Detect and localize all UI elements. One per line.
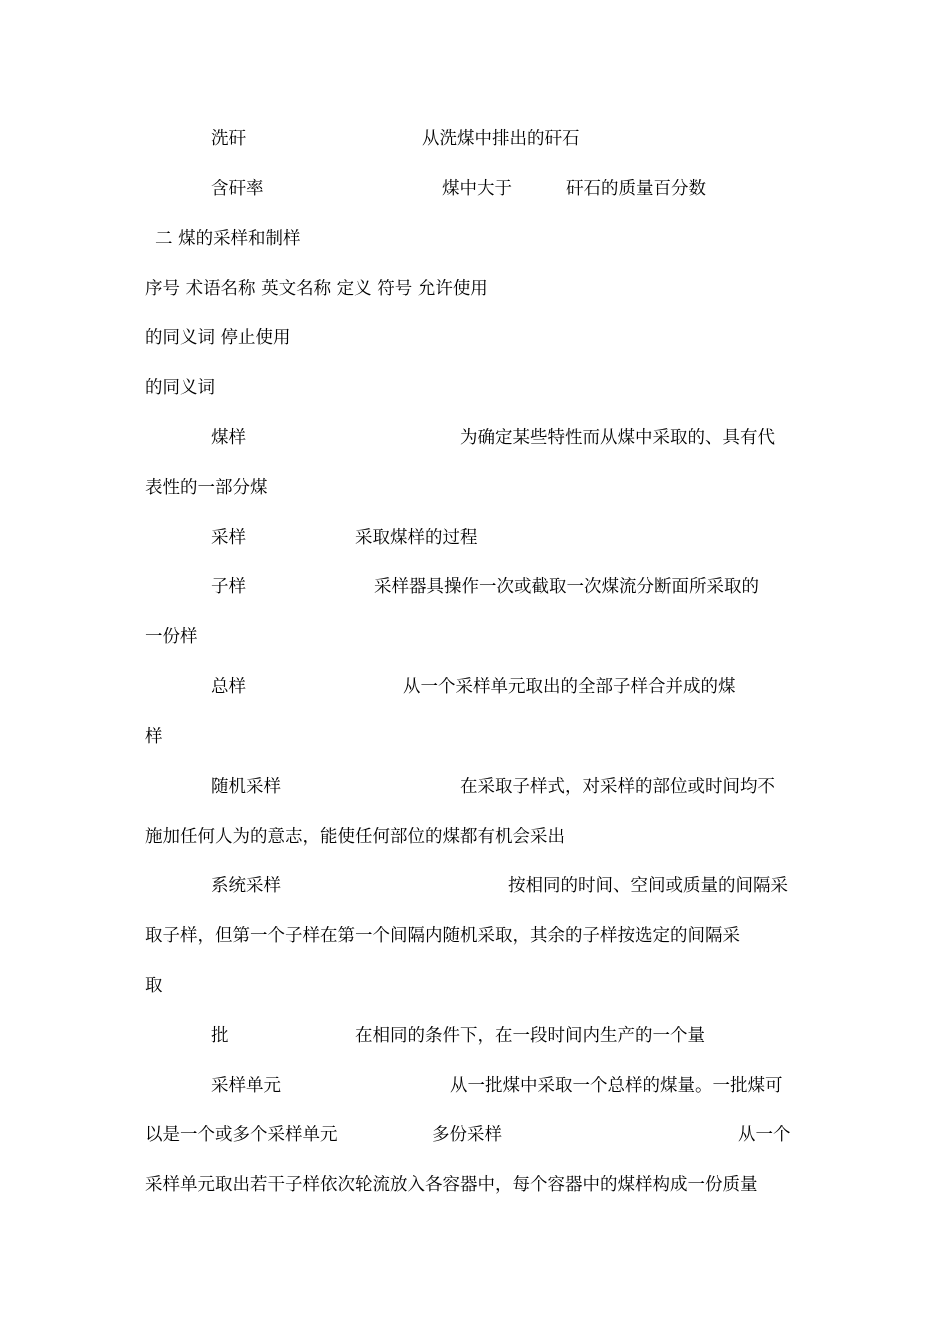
term-suiji: 随机采样 xyxy=(211,777,281,797)
definition-danyuan-line2-left: 以是一个或多个采样单元 xyxy=(145,1125,338,1145)
definition-zongyang-line1: 从一个采样单元取出的全部子样合并成的煤 xyxy=(403,677,736,697)
definition-duofen-start: 从一个 xyxy=(738,1125,791,1145)
definition-meiyang-line2: 表性的一部分煤 xyxy=(145,478,268,498)
table-header-line2: 的同义词 停止使用 xyxy=(145,328,291,348)
definition-danyuan-line1: 从一批煤中采取一个总样的煤量。一批煤可 xyxy=(450,1076,783,1096)
term-hanganlv: 含矸率 xyxy=(211,179,264,199)
definition-xigan: 从洗煤中排出的矸石 xyxy=(422,129,580,149)
term-pi: 批 xyxy=(211,1026,229,1046)
term-meiyang: 煤样 xyxy=(211,428,246,448)
definition-hanganlv-part1: 煤中大于 xyxy=(442,179,512,199)
definition-xitong-line2: 取子样，但第一个子样在第一个间隔内随机采取，其余的子样按选定的间隔采 xyxy=(145,926,740,946)
definition-xitong-line3: 取 xyxy=(145,976,163,996)
definition-xitong-line1: 按相同的时间、空间或质量的间隔采 xyxy=(508,876,788,896)
table-header-line3: 的同义词 xyxy=(145,378,215,398)
table-header-line1: 序号 术语名称 英文名称 定义 符号 允许使用 xyxy=(145,279,488,299)
term-xigan: 洗矸 xyxy=(211,129,246,149)
definition-ziyang-line1: 采样器具操作一次或截取一次煤流分断面所采取的 xyxy=(374,577,759,597)
definition-suiji-line2: 施加任何人为的意志，能使任何部位的煤都有机会采出 xyxy=(145,827,565,847)
term-zongyang: 总样 xyxy=(211,677,246,697)
term-danyuan: 采样单元 xyxy=(211,1076,281,1096)
definition-duofen-line2: 采样单元取出若干子样依次轮流放入各容器中，每个容器中的煤样构成一份质量 xyxy=(145,1175,758,1195)
definition-hanganlv-part2: 矸石的质量百分数 xyxy=(566,179,706,199)
definition-meiyang-line1: 为确定某些特性而从煤中采取的、具有代 xyxy=(460,428,775,448)
term-xitong: 系统采样 xyxy=(211,876,281,896)
definition-caiyang: 采取煤样的过程 xyxy=(355,528,478,548)
section-title: 二 煤的采样和制样 xyxy=(155,229,301,249)
definition-ziyang-line2: 一份样 xyxy=(145,627,198,647)
term-ziyang: 子样 xyxy=(211,577,246,597)
definition-pi: 在相同的条件下，在一段时间内生产的一个量 xyxy=(355,1026,705,1046)
term-duofen: 多份采样 xyxy=(432,1125,502,1145)
definition-suiji-line1: 在采取子样式，对采样的部位或时间均不 xyxy=(460,777,775,797)
term-caiyang: 采样 xyxy=(211,528,246,548)
definition-zongyang-line2: 样 xyxy=(145,727,163,747)
